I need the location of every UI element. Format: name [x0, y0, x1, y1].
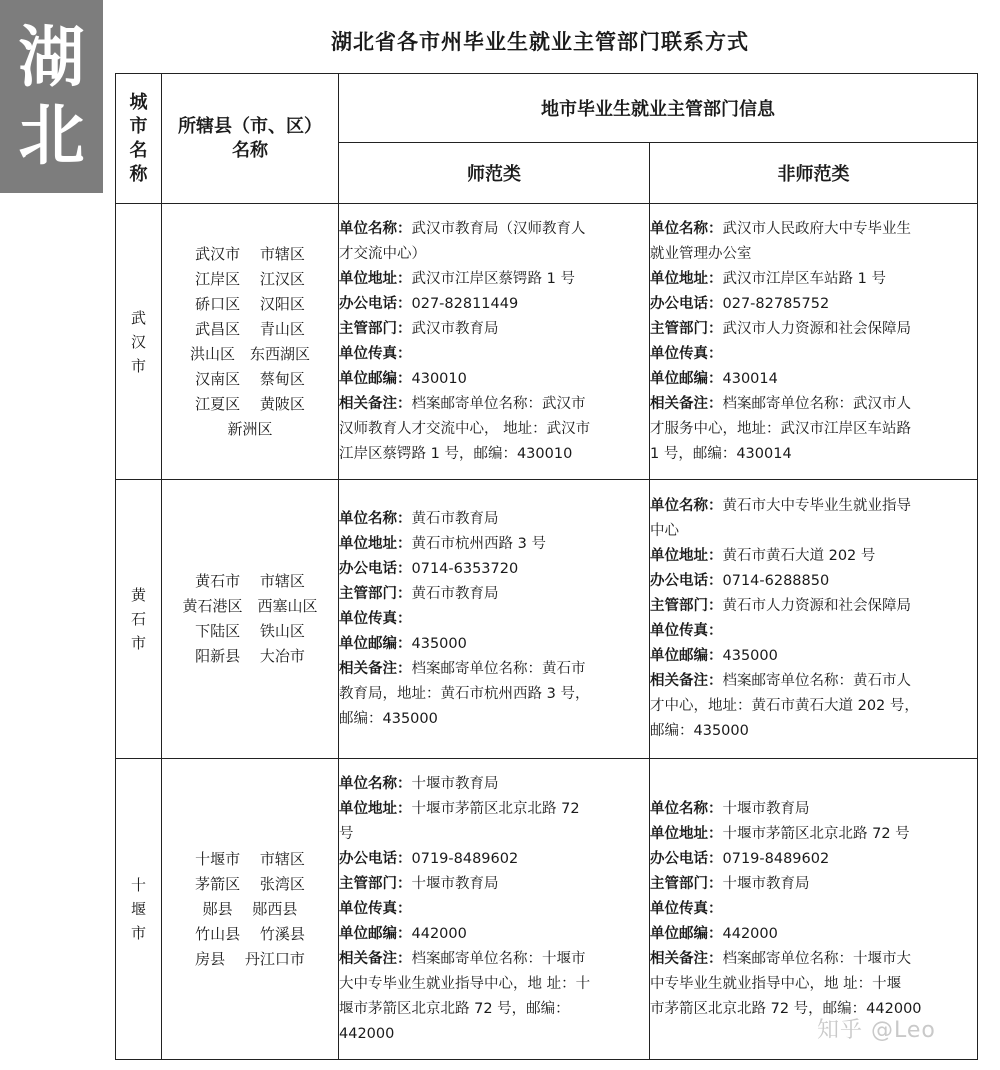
city-cell	[116, 204, 162, 480]
info-line	[339, 972, 649, 997]
field-label: 单位地址：	[650, 825, 723, 842]
info-line	[339, 822, 649, 847]
info-line	[339, 847, 649, 872]
info-line	[339, 507, 649, 532]
field-label: 单位邮编：	[339, 370, 412, 387]
county-line: 江夏区 黄陂区	[195, 394, 305, 413]
field-label: 主管部门：	[339, 875, 412, 892]
field-value: 十堰市茅箭区北京北路 72	[411, 800, 580, 817]
field-label: 单位地址：	[339, 270, 412, 287]
field-value: 十堰市茅箭区北京北路 72 号	[722, 825, 910, 842]
county-line: 竹山县 竹溪县	[195, 924, 305, 943]
header-city-name: 城 市 名 称	[116, 74, 162, 204]
info-line	[650, 619, 977, 644]
county-line: 武汉市 市辖区	[195, 244, 305, 263]
field-label: 单位邮编：	[339, 925, 412, 942]
city-cell	[116, 480, 162, 759]
info-line	[339, 922, 649, 947]
field-label: 主管部门：	[650, 875, 723, 892]
county-line: 郧县 郧西县	[202, 899, 298, 918]
field-label: 单位地址：	[339, 535, 412, 552]
field-value: 武汉市江岸区蔡锷路 1 号	[411, 270, 575, 287]
normal-info-cell	[339, 204, 650, 480]
info-line	[650, 367, 977, 392]
county-line: 阳新县 大冶市	[195, 647, 305, 665]
info-line	[339, 632, 649, 657]
field-label: 单位地址：	[650, 548, 723, 564]
field-value: 才服务中心，地址：武汉市江岸区车站路	[650, 420, 911, 437]
field-label: 单位传真：	[339, 900, 412, 917]
field-label: 单位名称：	[650, 498, 723, 514]
field-value: 堰市茅箭区北京北路 72 号，邮编：	[339, 1000, 570, 1017]
field-value: 黄石市黄石大道 202 号	[722, 548, 876, 564]
field-value: 才中心，地址：黄石市黄石大道 202 号，	[650, 698, 919, 714]
field-value: 档案邮寄单位名称：十堰市大	[722, 950, 911, 967]
field-value: 027-82811449	[411, 295, 519, 312]
field-value: 十堰市教育局	[411, 875, 499, 892]
side-tab-char-2: 北	[18, 96, 85, 174]
info-line	[339, 872, 649, 897]
field-value: 教育局，地址：黄石市杭州西路 3 号，	[339, 685, 590, 702]
field-value: 0719-8489602	[722, 850, 830, 867]
info-line	[339, 1022, 649, 1047]
field-value: 十堰市教育局	[411, 775, 499, 792]
info-line	[650, 872, 977, 897]
info-line	[650, 972, 977, 997]
city-char: 堰	[130, 900, 146, 918]
normal-info-cell	[339, 480, 650, 759]
table-row	[116, 480, 978, 759]
field-label: 单位名称：	[339, 775, 412, 792]
info-line	[339, 682, 649, 707]
header-county: 所辖县（市、区） 名称	[162, 74, 339, 204]
field-label: 单位邮编：	[650, 370, 723, 387]
info-line	[339, 417, 649, 442]
field-value: 十堰市教育局	[722, 875, 810, 892]
info-line	[339, 442, 649, 467]
city-char: 市	[130, 634, 146, 652]
field-value: 档案邮寄单位名称：武汉市	[411, 395, 586, 412]
county-line: 硚口区 汉阳区	[195, 294, 305, 313]
info-line	[650, 242, 977, 267]
city-cell	[116, 759, 162, 1060]
field-value: 武汉市教育局（汉师教育人	[411, 220, 586, 237]
info-line	[339, 392, 649, 417]
field-label: 单位邮编：	[650, 925, 723, 942]
field-value: 汉师教育人才交流中心， 地址：武汉市	[339, 420, 591, 437]
field-label: 单位邮编：	[650, 648, 723, 664]
info-line	[339, 657, 649, 682]
field-value: 430010	[411, 370, 467, 387]
info-line	[650, 417, 977, 442]
city-char: 石	[130, 610, 146, 628]
field-value: 档案邮寄单位名称：十堰市	[411, 950, 586, 967]
field-value: 就业管理办公室	[650, 245, 752, 262]
field-value: 邮编：435000	[650, 723, 749, 739]
info-line	[650, 317, 977, 342]
city-name	[131, 873, 147, 945]
field-value: 中心	[650, 523, 679, 539]
info-line	[339, 897, 649, 922]
field-value: 027-82785752	[722, 295, 830, 312]
field-value: 435000	[722, 648, 778, 664]
field-label: 相关备注：	[650, 950, 723, 967]
county-line: 汉南区 蔡甸区	[195, 369, 305, 388]
info-line	[650, 544, 977, 569]
city-char: 黄	[130, 586, 146, 604]
field-value: 中专毕业生就业指导中心，地 址：十堰	[650, 975, 902, 992]
info-line	[339, 242, 649, 267]
info-line	[650, 922, 977, 947]
info-line	[650, 267, 977, 292]
county-cell	[162, 480, 339, 759]
field-value: 才交流中心）	[339, 245, 426, 262]
county-line: 江岸区 江汉区	[195, 269, 305, 288]
field-label: 单位邮编：	[339, 635, 412, 652]
info-line	[339, 532, 649, 557]
info-line	[650, 342, 977, 367]
field-label: 办公电话：	[650, 850, 723, 867]
field-label: 办公电话：	[650, 573, 723, 589]
info-line	[650, 847, 977, 872]
field-label: 单位传真：	[339, 610, 412, 627]
field-label: 单位名称：	[339, 220, 412, 237]
field-value: 0719-8489602	[411, 850, 519, 867]
field-label: 相关备注：	[339, 660, 412, 677]
field-label: 单位名称：	[650, 800, 723, 817]
county-line: 下陆区 铁山区	[195, 622, 305, 640]
field-value: 1 号，邮编：430014	[650, 445, 792, 462]
county-line: 茅箭区 张湾区	[195, 874, 305, 893]
normal-info-cell	[339, 759, 650, 1060]
field-value: 黄石市教育局	[411, 510, 499, 527]
county-line: 黄石市 市辖区	[195, 572, 305, 590]
page-title: 湖北省各市州毕业生就业主管部门联系方式	[331, 30, 749, 54]
field-value: 武汉市江岸区车站路 1 号	[722, 270, 886, 287]
field-value: 十堰市教育局	[722, 800, 810, 817]
table-row	[116, 204, 978, 480]
county-cell	[162, 759, 339, 1060]
field-value: 武汉市教育局	[411, 320, 499, 337]
field-label: 办公电话：	[650, 295, 723, 312]
info-line	[339, 317, 649, 342]
field-value: 武汉市人力资源和社会保障局	[722, 320, 911, 337]
header-normal: 师范类	[339, 143, 650, 204]
info-line	[339, 292, 649, 317]
field-value: 黄石市大中专毕业生就业指导	[722, 498, 911, 514]
field-label: 相关备注：	[339, 950, 412, 967]
county-line: 房县 丹江口市	[195, 949, 305, 968]
field-label: 主管部门：	[339, 320, 412, 337]
watermark: 知乎 @Leo	[817, 1018, 936, 1043]
city-name	[131, 583, 147, 655]
contact-table	[115, 73, 978, 1060]
field-label: 单位传真：	[650, 900, 723, 917]
field-label: 单位地址：	[650, 270, 723, 287]
field-value: 黄石市杭州西路 3 号	[411, 535, 546, 552]
field-value: 0714-6353720	[411, 560, 519, 577]
field-value: 档案邮寄单位名称：黄石市	[411, 660, 586, 677]
field-value: 江岸区蔡锷路 1 号，邮编：430010	[339, 445, 573, 462]
field-label: 单位传真：	[339, 345, 412, 362]
info-line	[339, 997, 649, 1022]
field-label: 办公电话：	[339, 850, 412, 867]
non-normal-info-cell	[650, 480, 978, 759]
info-line	[650, 694, 977, 719]
field-value: 442000	[722, 925, 778, 942]
field-value: 市茅箭区北京北路 72 号，邮编：442000	[650, 1000, 922, 1017]
field-value: 邮编：435000	[339, 710, 438, 727]
info-line	[339, 797, 649, 822]
city-char: 十	[130, 876, 146, 894]
county-line: 武昌区 青山区	[195, 319, 305, 338]
field-label: 办公电话：	[339, 560, 412, 577]
field-label: 单位地址：	[339, 800, 412, 817]
info-line	[339, 557, 649, 582]
info-line	[650, 897, 977, 922]
info-line	[650, 217, 977, 242]
info-line	[339, 947, 649, 972]
field-value: 档案邮寄单位名称：黄石市人	[722, 673, 911, 689]
province-side-tab	[0, 0, 103, 193]
city-char: 市	[130, 924, 146, 942]
info-line	[339, 267, 649, 292]
field-label: 相关备注：	[339, 395, 412, 412]
field-value: 武汉市人民政府大中专毕业生	[722, 220, 911, 237]
info-line	[339, 367, 649, 392]
info-line	[650, 569, 977, 594]
field-value: 442000	[339, 1025, 395, 1042]
info-line	[650, 442, 977, 467]
field-value: 黄石市人力资源和社会保障局	[722, 598, 911, 614]
field-value: 档案邮寄单位名称：武汉市人	[722, 395, 911, 412]
county-line: 十堰市 市辖区	[195, 849, 305, 868]
county-line: 黄石港区 西塞山区	[182, 597, 318, 615]
info-line	[339, 582, 649, 607]
info-line	[339, 607, 649, 632]
info-line	[650, 519, 977, 544]
field-value: 435000	[411, 635, 467, 652]
field-label: 主管部门：	[650, 320, 723, 337]
field-value: 黄石市教育局	[411, 585, 499, 602]
field-label: 办公电话：	[339, 295, 412, 312]
field-value: 430014	[722, 370, 778, 387]
county-line: 洪山区 东西湖区	[189, 344, 310, 363]
city-char: 汉	[130, 332, 146, 351]
info-line	[650, 494, 977, 519]
info-line	[650, 947, 977, 972]
field-label: 主管部门：	[339, 585, 412, 602]
info-line	[650, 594, 977, 619]
info-line	[650, 797, 977, 822]
non-normal-info-cell	[650, 204, 978, 480]
field-value: 号	[339, 825, 354, 842]
field-value: 0714-6288850	[722, 573, 830, 589]
city-char: 武	[130, 308, 146, 327]
info-line	[339, 217, 649, 242]
info-line	[650, 669, 977, 694]
field-label: 单位名称：	[339, 510, 412, 527]
county-cell	[162, 204, 339, 480]
info-line	[650, 719, 977, 744]
info-line	[650, 644, 977, 669]
field-label: 单位名称：	[650, 220, 723, 237]
city-char: 市	[130, 356, 146, 375]
field-label: 单位传真：	[650, 345, 723, 362]
info-line	[650, 392, 977, 417]
side-tab-char-1: 湖	[18, 18, 85, 96]
info-line	[650, 822, 977, 847]
header-dept-info: 地市毕业生就业主管部门信息	[339, 74, 978, 143]
field-label: 相关备注：	[650, 673, 723, 689]
city-name	[131, 306, 147, 378]
field-label: 单位传真：	[650, 623, 723, 639]
county-line: 新洲区	[227, 419, 273, 438]
info-line	[339, 707, 649, 732]
info-line	[339, 772, 649, 797]
field-value: 大中专毕业生就业指导中心，地 址：十	[339, 975, 591, 992]
header-non-normal: 非师范类	[650, 143, 978, 204]
info-line	[650, 292, 977, 317]
field-value: 442000	[411, 925, 467, 942]
field-label: 相关备注：	[650, 395, 723, 412]
info-line	[339, 342, 649, 367]
field-label: 主管部门：	[650, 598, 723, 614]
